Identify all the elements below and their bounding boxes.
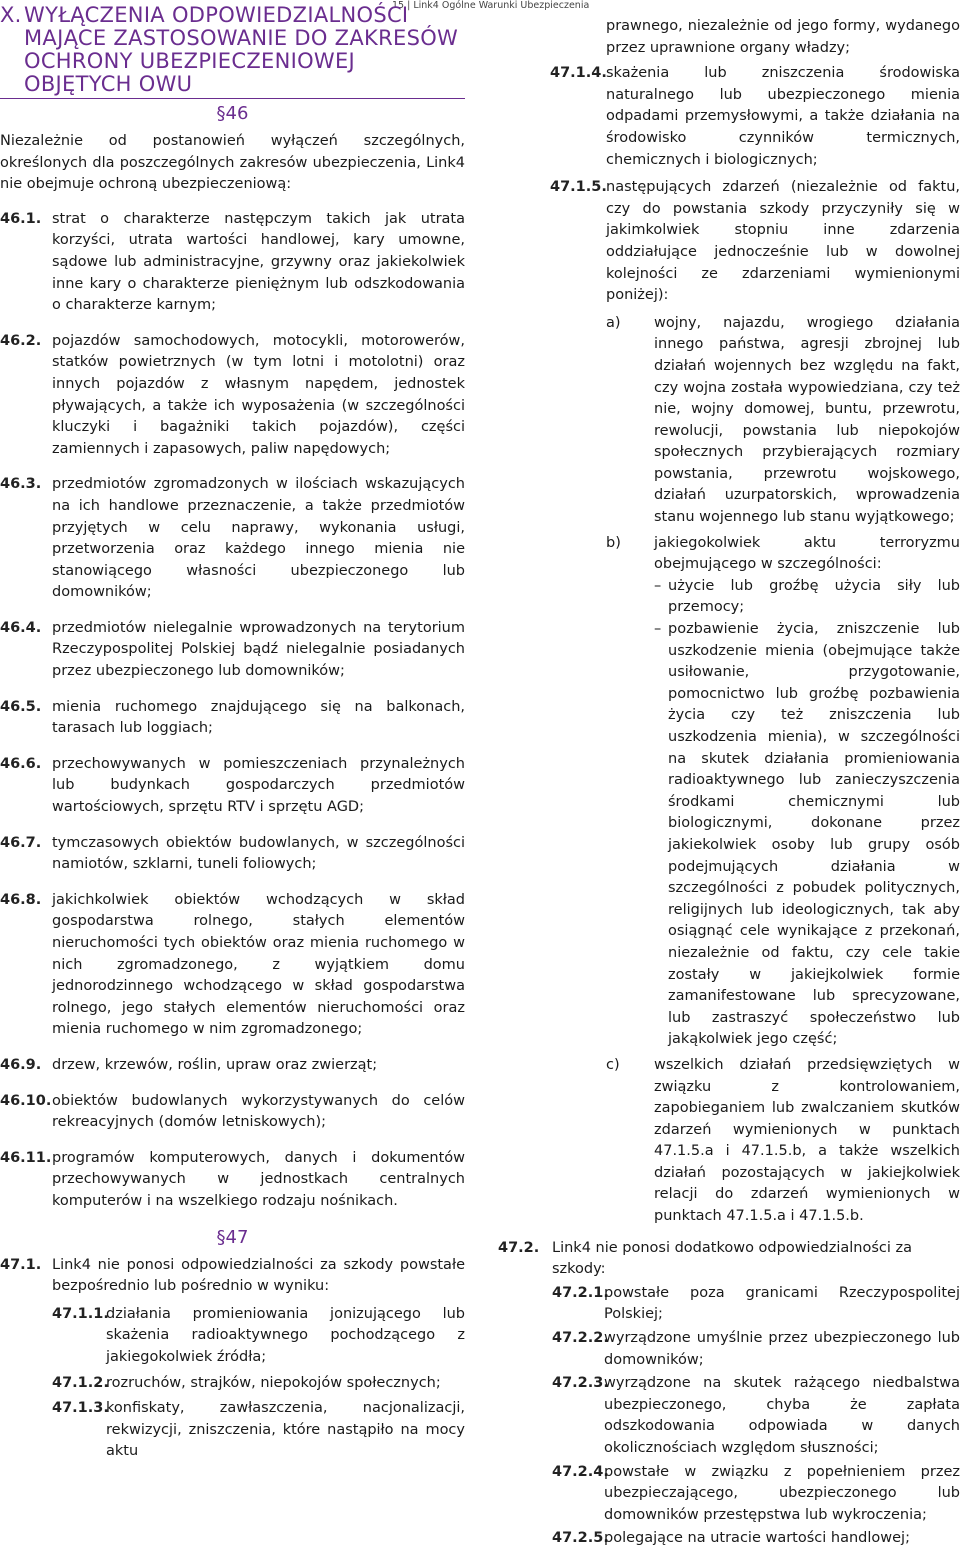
letter-item-c: [606, 1055, 960, 1228]
sub-item-text: wyrządzone umyślnie przez ubezpieczonego lub domowników;: [604, 1330, 960, 1368]
item-number: 47.2.: [498, 1239, 540, 1256]
dash-text: pozbawienie życia, zniszczenie lub uszkodzenie mienia (obejmujące także usiłowanie, przygotowanie, pomocnictwo lub groźbę pozbawienia życia czy też zniszczenia lub uszkodzenia mienia), w szczególności na skutek działania promieniowania radioaktywnego lub zanieczyszczenia środkami chemicznymi lub biologicznymi, dokonane przez jakiekolwiek osoby lub grupy osób podejmujących działania w szczególności z pobudek politycznych, religijnych lub ideologicznych, tak aby osiągnąć cele wynikające z przekonań, niezależnie od faktu, czy cele takie zostały w jakiejkolwiek formie zamanifestowane lub sprecyzowane, lub zastraszyć społeczeństwo lub jakąkolwiek jego część;: [668, 621, 960, 1048]
letter-text: wojny, najazdu, wrogiego działania innego państwa, agresji zbrojnej lub działań wojennych bez względu na fakt, czy wojna została wypowiedziana, czy też nie, wojny domowej, buntu, przewrotu, rewolucji, powstania lub niepokojów społecznych przybierających rozmiary powstania, przewrotu wojskowego, działań uzurpatorskich, wprowadzenia stanu wojennego lub stanu wyjątkowego;: [654, 314, 960, 526]
right-column: [498, 16, 960, 1552]
letter-item-b: [606, 533, 960, 576]
letter-label: b): [606, 534, 621, 551]
item-text: Link4 nie ponosi odpowiedzialności za szkody powstałe bezpośrednio lub pośrednio w wyniku:: [52, 1256, 465, 1295]
list-item: [498, 1238, 960, 1281]
sub-item-text: powstałe w związku z popełnieniem przez ubezpieczającego, ubezpieczonego lub domowników przestępstwa lub wykroczenia;: [604, 1463, 960, 1523]
left-column: [0, 0, 465, 1467]
letter-text: jakiegokolwiek aktu terroryzmu obejmującego w szczególności:: [654, 534, 960, 573]
item-text: przedmiotów zgromadzonych w ilościach wskazujących na ich handlowe przeznaczenie, a także przedmiotów przyjętych w celu naprawy, wykonania usługi, przetworzenia oraz każdego innego mienia nie stanowiącego własności ubezpieczonego lub domowników;: [52, 476, 465, 601]
sub-item-number: 47.1.1.: [52, 1305, 109, 1322]
letter-label: a): [606, 314, 621, 331]
item-number: 46.8.: [0, 891, 42, 908]
item-text: Link4 nie ponosi dodatkowo odpowiedzialności za szkody:: [552, 1239, 912, 1278]
list-item: [0, 754, 465, 819]
list-item: [0, 833, 465, 876]
item-text: programów komputerowych, danych i dokumentów przechowywanych w jednostkach centralnych komputerów i na wszelkiego rodzaju nośnikach.: [52, 1149, 465, 1209]
item-text: przedmiotów nielegalnie wprowadzonych na terytorium Rzeczypospolitej Polskiej bądź nielegalnie posiadanych przez ubezpieczonego lub domowników;: [52, 619, 465, 680]
sub-item-number: 47.2.2.: [552, 1330, 609, 1347]
item-text: jakichkolwiek obiektów wchodzących w skład gospodarstwa rolnego, stałych elementów nieruchomości tych obiektów oraz mienia ruchomego w nich zgromadzonego, z wyjątkiem domu jednorodzinnego wchodzącego w skład gospodarstwa rolnego, jego stałych elementów nieruchomości oraz mienia ruchomego w nim zgromadzonego;: [52, 891, 465, 1038]
dash-mark: –: [654, 577, 662, 594]
item-number: 46.4.: [0, 619, 42, 636]
dash-item: [654, 576, 960, 619]
item-number: 46.1.: [0, 210, 42, 227]
sub-item: [550, 177, 960, 307]
sub-item-number: 47.2.3.: [552, 1375, 609, 1392]
item-text: drzew, krzewów, roślin, upraw oraz zwierząt;: [52, 1056, 378, 1073]
sub-item-continuation: prawnego, niezależnie od jego formy, wydanego przez uprawnione organy władzy;: [606, 18, 960, 56]
letter-label: c): [606, 1056, 620, 1073]
dash-mark: –: [654, 621, 662, 638]
sub-item-number: 47.1.3.: [52, 1400, 109, 1417]
dash-text: użycie lub groźbę użycia siły lub przemocy;: [668, 577, 960, 616]
sub-item: [52, 1373, 465, 1395]
letter-text: wszelkich działań przedsięwziętych w związku z kontrolowaniem, zapobieganiem lub zwalczaniem skutków zdarzeń wymienionych w punktach 47.1.5.a i 47.1.5.b, a także wszelkich działań pozostających w jakiejkolwiek relacji do zdarzeń wymienionych w punktach 47.1.5.a i 47.1.5.b.: [654, 1056, 960, 1225]
item-text: strat o charakterze następczym takich jak utrata korzyści, utrata wartości handlowej, kary umowne, sądowe lub administracyjne, grzywny oraz jakiekolwiek inne kary o charakterze pieniężnym lub odszkodowania o charakterze karnym;: [52, 210, 465, 314]
sub-item: [552, 1528, 960, 1550]
list-item: [0, 697, 465, 740]
item-number: 46.3.: [0, 476, 42, 493]
section-number: X.: [0, 3, 22, 27]
item-text: tymczasowych obiektów budowlanych, w szczególności namiotów, szklarni, tuneli foliowych;: [52, 834, 465, 873]
item-number: 47.1.: [0, 1256, 42, 1273]
list-item: [0, 890, 465, 1041]
item-number: 46.10.: [0, 1092, 52, 1109]
sub-item: [552, 1328, 960, 1371]
list-item: [0, 1255, 465, 1298]
section-title-text: WYŁĄCZENIA ODPOWIEDZIALNOŚCI MAJĄCE ZASTOSOWANIE DO ZAKRESÓW OCHRONY UBEZPIECZENIOWEJ OBJĘTYCH OWU: [24, 3, 459, 96]
sub-item-text: polegające na utracie wartości handlowej;: [604, 1530, 910, 1547]
sub-item-text: skażenia lub zniszczenia środowiska naturalnego lub ubezpieczonego mienia odpadami przemysłowymi, a także działania na środowisko czynników termicznych, chemicznych i biologicznych;: [606, 65, 960, 168]
sub-item-text: wyrządzone na skutek rażącego niedbalstwa ubezpieczonego, chyba że zapłata odszkodowania odpowiada w danych okolicznościach względom słuszności;: [604, 1375, 960, 1456]
list-item: [0, 209, 465, 317]
item-number: 46.5.: [0, 698, 42, 715]
paragraph-46-sign: §46: [216, 103, 249, 124]
sub-item: [52, 1304, 465, 1369]
page-header: 15 | Link4 Ogólne Warunki Ubezpieczenia: [392, 0, 590, 11]
sub-item-text: konfiskaty, zawłaszczenia, nacjonalizacji, rekwizycji, zniszczenia, które nastąpiło na mocy aktu: [106, 1400, 465, 1460]
sub-item: [550, 63, 960, 171]
item-text: pojazdów samochodowych, motocykli, motorowerów, statków powietrznych (w tym lotni i motolotni) oraz innych pojazdów z własnym napędem, jednostek pływających, a także ich wyposażenia (w szczególności kluczyki i bagażniki takich pojazdów), części zamiennych i zapasowych, paliw napędowych;: [52, 332, 465, 457]
item-text: mienia ruchomego znajdującego się na balkonach, tarasach lub loggiach;: [52, 698, 465, 737]
sub-item: [52, 1398, 465, 1463]
sub-item-number: 47.1.4.: [550, 65, 607, 82]
paragraph-46-intro: Niezależnie od postanowień wyłączeń szczególnych, określonych dla poszczególnych zakresów ubezpieczenia, Link4 nie obejmuje ochroną ubezpieczeniową:: [0, 133, 465, 193]
sub-item-text: powstałe poza granicami Rzeczypospolitej Polskiej;: [604, 1284, 960, 1323]
item-number: 46.6.: [0, 755, 42, 772]
item-number: 46.9.: [0, 1056, 42, 1073]
sub-item: [552, 1373, 960, 1459]
list-item: [0, 1148, 465, 1213]
list-item: [0, 618, 465, 683]
list-item: [0, 1091, 465, 1134]
list-item: [0, 474, 465, 604]
letter-item-a: [606, 313, 960, 529]
sub-item: [552, 1462, 960, 1527]
sub-item: [552, 1283, 960, 1326]
item-number: 46.2.: [0, 332, 42, 349]
paragraph-47-sign: §47: [216, 1226, 249, 1248]
item-text: obiektów budowlanych wykorzystywanych do celów rekreacyjnych (domów letniskowych);: [52, 1092, 465, 1131]
sub-item-number: 47.2.5.: [552, 1530, 609, 1547]
item-number: 46.7.: [0, 834, 42, 851]
item-number: 46.11.: [0, 1149, 52, 1166]
sub-item-number: 47.2.4.: [552, 1463, 609, 1480]
sub-item-text: działania promieniowania jonizującego lub skażenia radioaktywnego pochodzącego z jakiegokolwiek źródła;: [106, 1305, 465, 1365]
sub-item-text: rozruchów, strajków, niepokojów społecznych;: [106, 1374, 441, 1391]
item-text: przechowywanych w pomieszczeniach przynależnych lub budynkach gospodarczych przedmiotów wartościowych, sprzętu RTV i sprzętu AGD;: [52, 755, 465, 816]
list-item: [0, 1055, 465, 1077]
sub-item-text: następujących zdarzeń (niezależnie od faktu, czy do powstania szkody przyczyniły się w jakimkolwiek stopniu inne zdarzenia oddziałujące jednocześnie lub w dowolnej kolejności ze zdarzeniami wymienionymi poniżej):: [606, 179, 960, 304]
sub-item-number: 47.1.2.: [52, 1374, 109, 1391]
section-title: [0, 4, 465, 99]
dash-item: [654, 619, 960, 1051]
sub-item-number: 47.2.1.: [552, 1284, 609, 1301]
list-item: [0, 331, 465, 461]
sub-item-number: 47.1.5.: [550, 179, 607, 196]
